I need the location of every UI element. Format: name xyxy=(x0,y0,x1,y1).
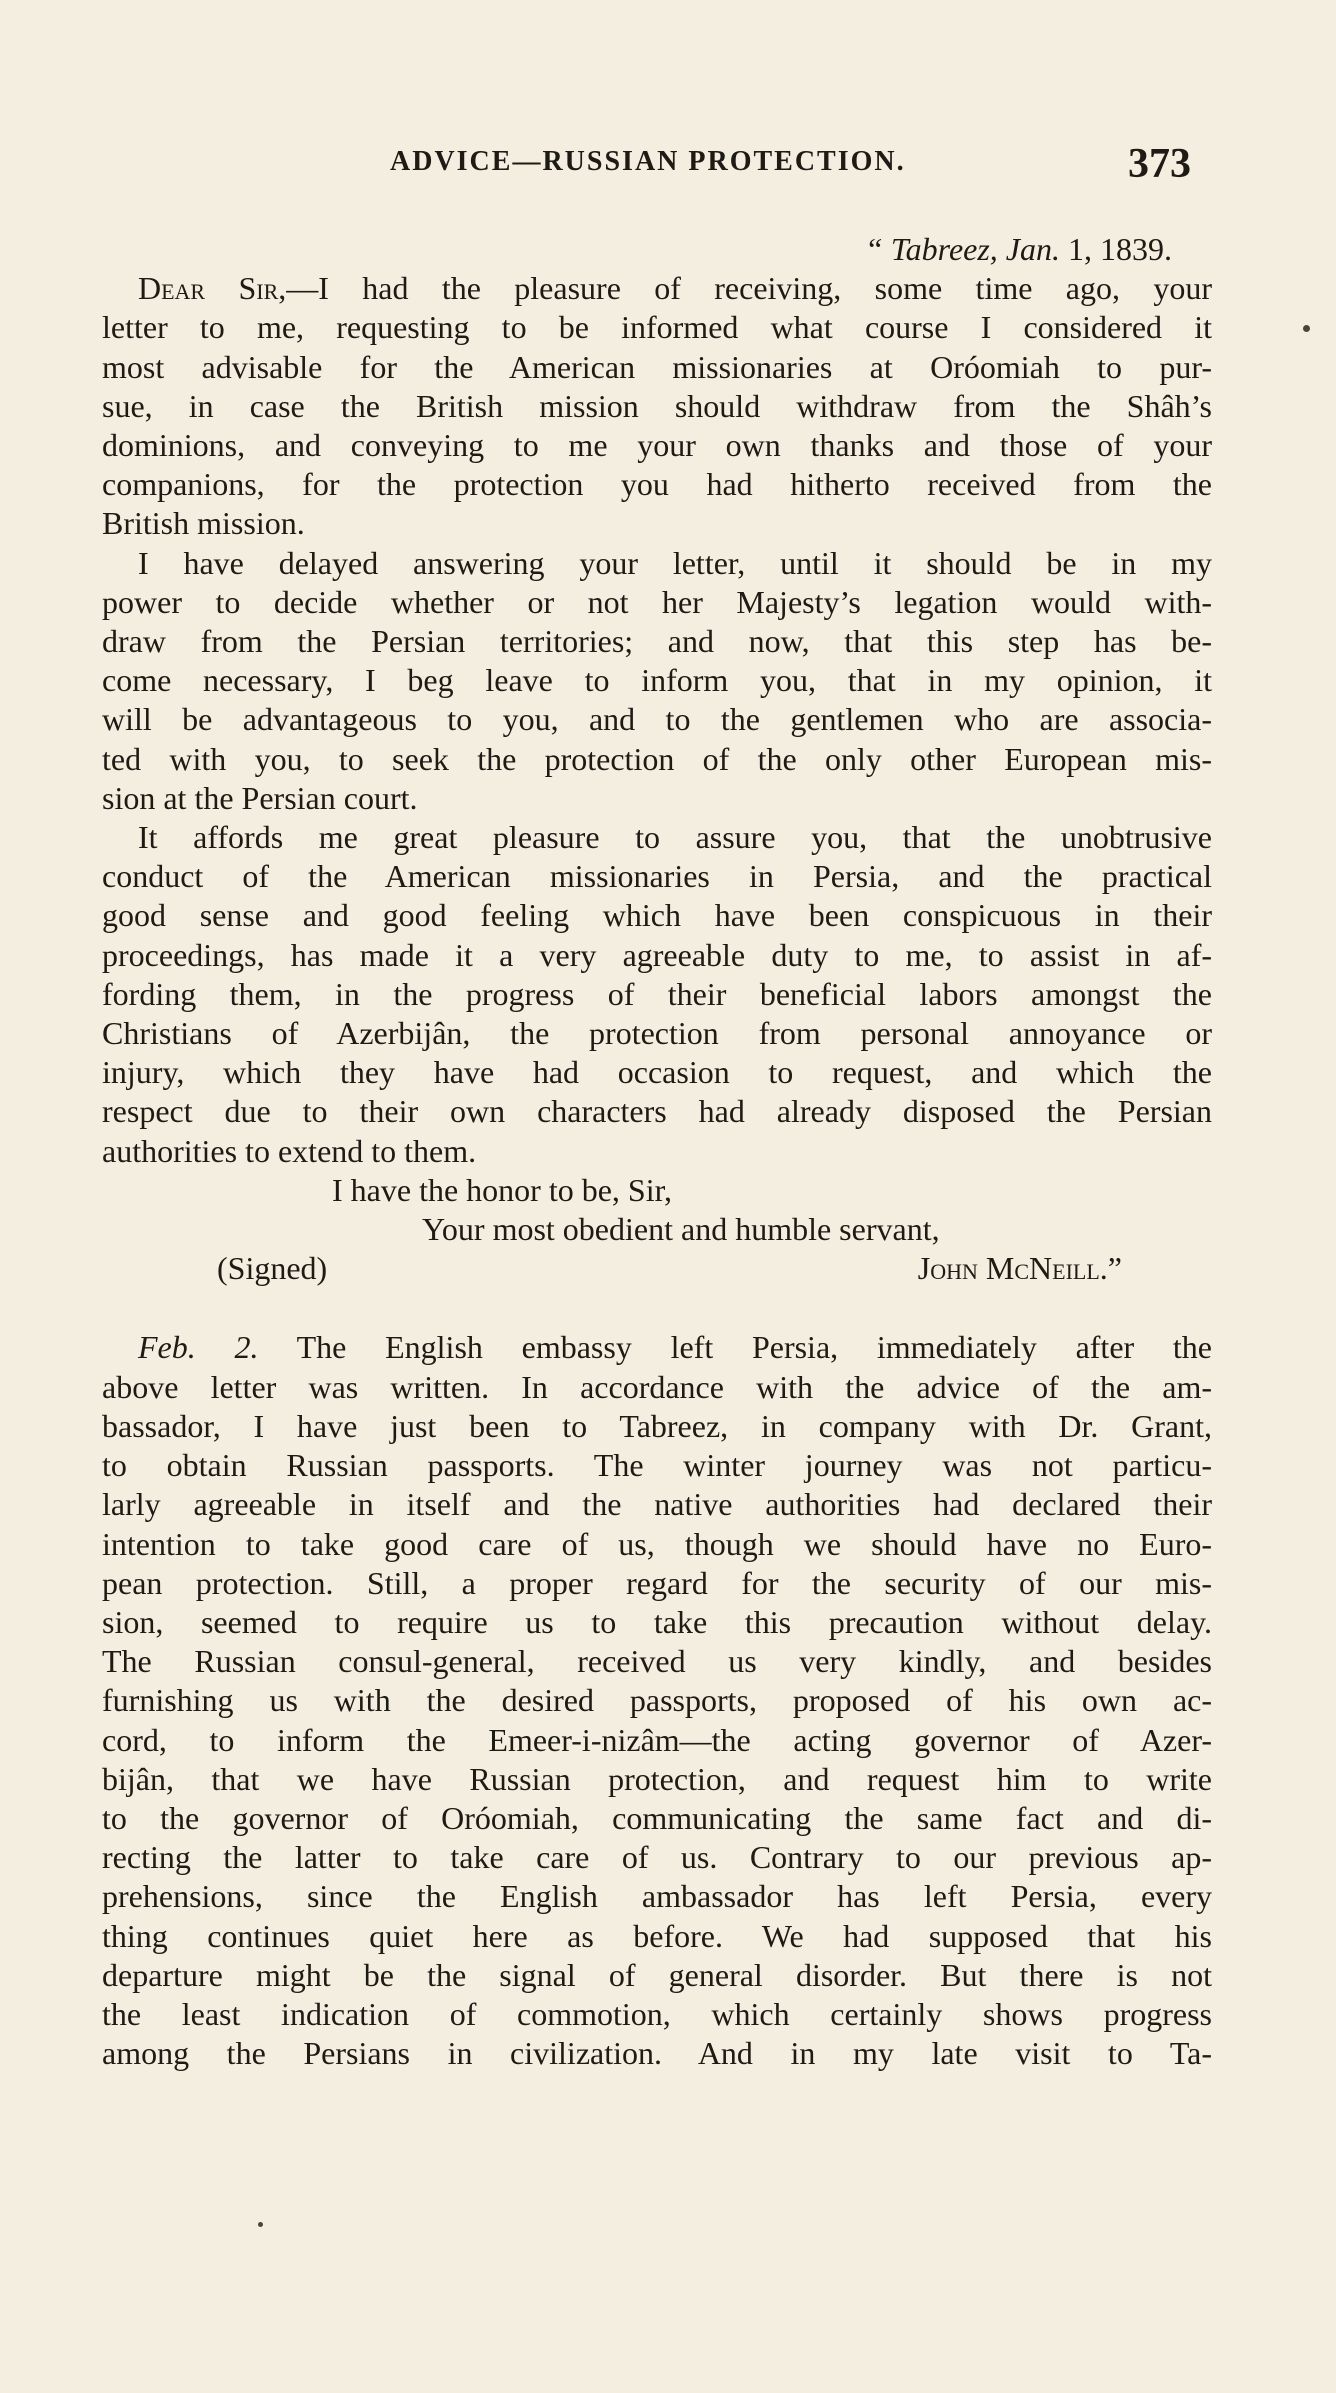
journal-line: the least indication of commotion, which certainly shows progress xyxy=(102,1995,1212,2032)
journal-line: bijân, that we have Russian protection, and request him to write xyxy=(102,1760,1212,1797)
entry-date: Feb. 2. xyxy=(138,1329,259,1366)
letter-line: ted with you, to seek the protection of the only other European mis- xyxy=(102,740,1212,777)
letter-line: proceedings, has made it a very agreeable duty to me, to assist in af- xyxy=(102,936,1212,973)
letter-line: Christians of Azerbijân, the protection from personal annoyance or xyxy=(102,1015,1212,1052)
letter-line: authorities to extend to them. xyxy=(102,1132,477,1169)
letter-line: conduct of the American missionaries in Persia, and the practical xyxy=(102,858,1212,895)
letter-closing: I have the honor to be, Sir, xyxy=(332,1171,672,1208)
letter-line-1: Dear Sir,—I had the pleasure of receiving, some time ago, your xyxy=(138,270,1213,307)
letter-line: sue, in case the British mission should withdraw from the Shâh’s xyxy=(102,387,1212,424)
letter-line: power to decide whether or not her Majesty’s legation would with- xyxy=(102,583,1212,620)
letter-line: injury, which they have had occasion to request, and which the xyxy=(102,1054,1212,1091)
letter-line: I have delayed answering your letter, until it should be in my xyxy=(138,544,1212,581)
journal-line: bassador, I have just been to Tabreez, in company with Dr. Grant, xyxy=(102,1407,1212,1444)
letter-line: good sense and good feeling which have been conspicuous in their xyxy=(102,897,1212,934)
letter-line: letter to me, requesting to be informed what course I considered it xyxy=(102,309,1212,346)
letter-line: It affords me great pleasure to assure you, that the unobtrusive xyxy=(138,819,1212,856)
signature-line xyxy=(102,1249,1212,1288)
section-gap xyxy=(102,1288,1212,1328)
ink-speck xyxy=(1303,325,1310,332)
journal-line: pean protection. Still, a proper regard for the security of our mis- xyxy=(102,1564,1212,1601)
running-head: ADVICE—RUSSIAN PROTECTION. xyxy=(390,146,906,177)
journal-line: sion, seemed to require us to take this precaution without delay. xyxy=(102,1603,1212,1640)
letter-dateline: “ Tabreez, Jan. 1, 1839. xyxy=(865,231,1172,267)
body-text xyxy=(102,230,1212,2073)
letter-closing: Your most obedient and humble servant, xyxy=(422,1211,940,1248)
ink-speck xyxy=(258,2222,263,2227)
journal-line: to obtain Russian passports. The winter journey was not particu- xyxy=(102,1447,1212,1484)
signed-label: (Signed) xyxy=(217,1250,328,1287)
journal-line: cord, to inform the Emeer-i-nizâm—the acting governor of Azer- xyxy=(102,1721,1212,1758)
journal-line: furnishing us with the desired passports, proposed of his own ac- xyxy=(102,1682,1212,1719)
letter-line: sion at the Persian court. xyxy=(102,779,418,816)
journal-line: to the governor of Oróomiah, communicating the same fact and di- xyxy=(102,1799,1212,1836)
journal-line: recting the latter to take care of us. Contrary to our previous ap- xyxy=(102,1839,1212,1876)
letter-line: companions, for the protection you had hitherto received from the xyxy=(102,466,1212,503)
letter-line: draw from the Persian territories; and now, that this step has be- xyxy=(102,623,1212,660)
letter-line: will be advantageous to you, and to the gentlemen who are associa- xyxy=(102,701,1212,738)
journal-line: prehensions, since the English ambassador has left Persia, every xyxy=(102,1878,1212,1915)
letter-line: fording them, in the progress of their beneficial labors amongst the xyxy=(102,975,1212,1012)
letter-line: respect due to their own characters had already disposed the Persian xyxy=(102,1093,1212,1130)
journal-line: intention to take good care of us, though we should have no Euro- xyxy=(102,1525,1212,1562)
letter-line: most advisable for the American missionaries at Oróomiah to pur- xyxy=(102,348,1212,385)
page-number: 373 xyxy=(1128,141,1191,187)
letter-line: dominions, and conveying to me your own thanks and those of your xyxy=(102,427,1212,464)
journal-line-1: Feb. 2. The English embassy left Persia, immediately after the xyxy=(138,1329,1213,1366)
journal-line: The Russian consul-general, received us very kindly, and besides xyxy=(102,1643,1212,1680)
letter-line: come necessary, I beg leave to inform you, that in my opinion, it xyxy=(102,662,1212,699)
journal-line: larly agreeable in itself and the native authorities had declared their xyxy=(102,1486,1212,1523)
salutation: Dear Sir, xyxy=(138,270,287,307)
letter-line: British mission. xyxy=(102,505,305,542)
journal-line: above letter was written. In accordance with the advice of the am- xyxy=(102,1368,1212,1405)
journal-line: departure might be the signal of general disorder. But there is not xyxy=(102,1956,1212,1993)
journal-line: thing continues quiet here as before. We had supposed that his xyxy=(102,1917,1212,1954)
page-header xyxy=(0,140,1336,190)
journal-line: among the Persians in civilization. And in my late visit to Ta- xyxy=(102,2035,1212,2072)
signature: John McNeill.” xyxy=(917,1250,1122,1287)
